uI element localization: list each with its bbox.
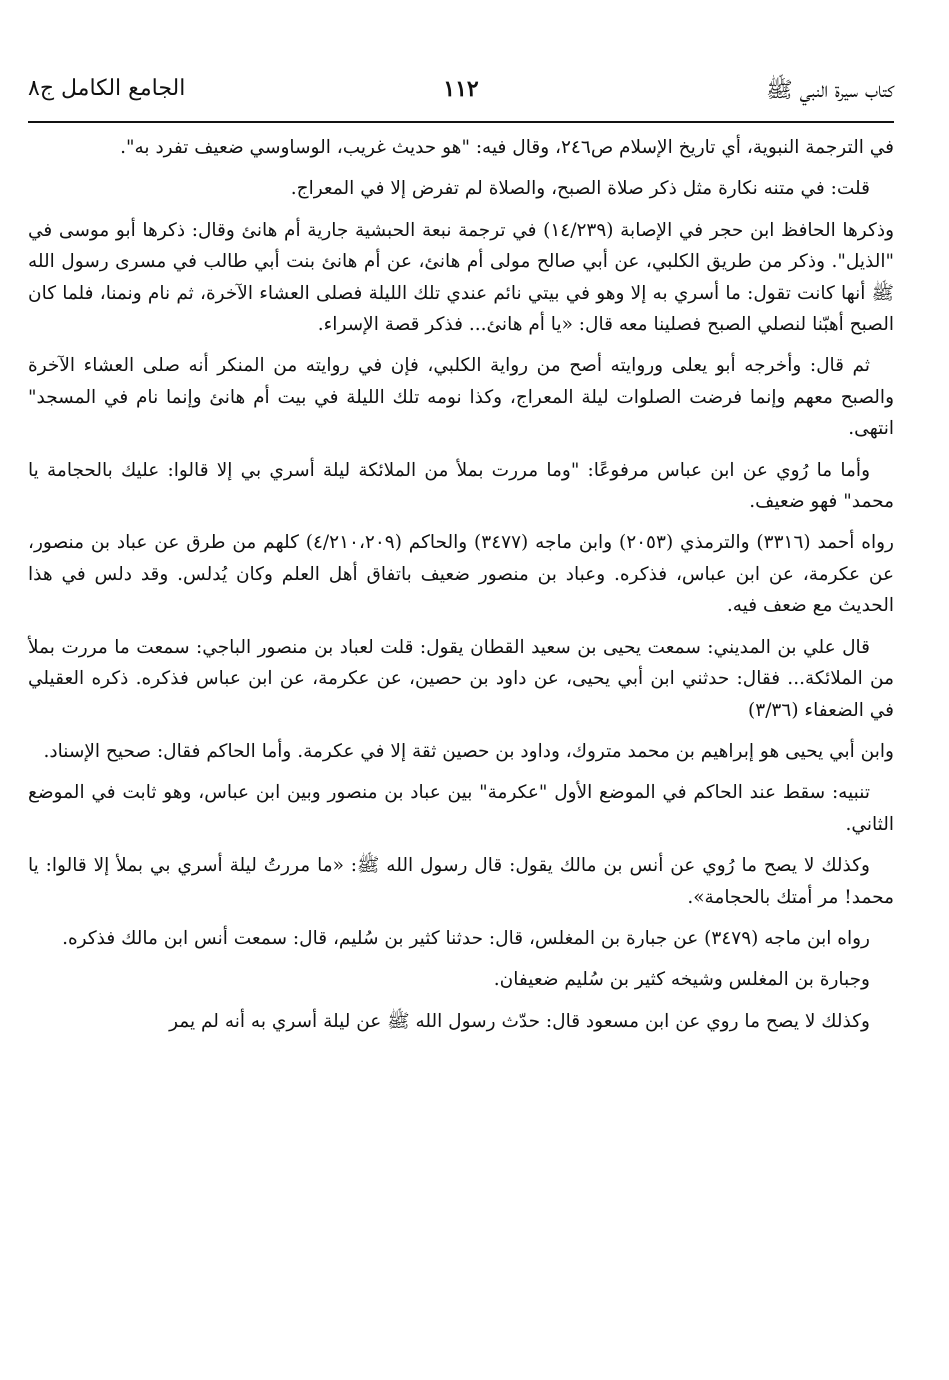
- paragraph: وذكرها الحافظ ابن حجر في الإصابة (١٤/٢٣٩) في ترجمة نبعة الحبشية جارية أم هانئ وقال: ذكرها أبو موسى في "الذيل". وذكر من طريق الكلبي، عن أبي صالح مولى أم هانئ، عن أم هانئ بنت أبي طالب في مسرى رسول الله ﷺ أنها كانت تقول: ما أسري به إلا وهو في بيتي نائم عندي تلك الليلة فصلى العشاء الآخرة، ثم نام ونمنا، فلما كان الصبح أهبّنا لنصلي الصبح فصلينا معه قال: «يا أم هانئ... فذكر قصة الإسراء.: [28, 219, 894, 336]
- page-header: [28, 72, 894, 116]
- paragraph: ثم قال: وأخرجه أبو يعلى وروايته أصح من رواية الكلبي، فإن في روايته من المنكر أنه صلى العشاء الآخرة والصبح معهم وإنما فرضت الصلوات ليلة المعراج، وكذا نومه تلك الليلة في بيت أم هانئ وإنما نام في المسجد" انتهى.: [28, 355, 894, 440]
- volume-label: الجامع الكامل ج٨: [28, 76, 186, 101]
- paragraph: تنبيه: سقط عند الحاكم في الموضع الأول "عكرمة" بين عباد بن منصور وبين ابن عباس، وهو ثابت في الموضع الثاني.: [28, 782, 894, 835]
- page-number: ١١٢: [443, 76, 479, 102]
- paragraph: قال علي بن المديني: سمعت يحيى بن سعيد القطان يقول: قلت لعباد بن منصور الباجي: سمعت ما مررت بملأ من الملائكة... فقال: حدثني ابن أبي يحيى، عن داود بن حصين، عن عكرمة، عن ابن عباس فذكره. ذكره العقيلي في الضعفاء (٣/٣٦): [28, 636, 894, 721]
- book-title: كتاب سيرة النبي ﷺ: [766, 78, 894, 103]
- paragraph: رواه أحمد (٣٣١٦) والترمذي (٢٠٥٣) وابن ماجه (٣٤٧٧) والحاكم (٤/٢١٠،٢٠٩) كلهم من طرق عن عباد بن منصور، عن عكرمة، عن ابن عباس، فذكره. وعباد بن منصور ضعيف باتفاق أهل العلم وكان يُدلس. وقد دلس في هذا الحديث مع ضعف فيه.: [28, 532, 894, 617]
- paragraph: وأما ما رُوي عن ابن عباس مرفوعًا: "وما مررت بملأ من الملائكة ليلة أسري بي إلا قالوا: عليك بالحجامة يا محمد" فهو ضعيف.: [28, 459, 894, 513]
- paragraph: وكذلك لا يصح ما روي عن ابن مسعود قال: حدّث رسول الله ﷺ عن ليلة أسري به أنه لم يمر: [169, 1010, 870, 1032]
- paragraph: رواه ابن ماجه (٣٤٧٩) عن جبارة بن المغلس، قال: حدثنا كثير بن سُليم، قال: سمعت أنس ابن مالك فذكره.: [62, 927, 870, 949]
- paragraph: في الترجمة النبوية، أي تاريخ الإسلام ص٢٤٦، وقال فيه: "هو حديث غريب، الوساوسي ضعيف تفرد به".: [120, 137, 894, 158]
- paragraph: وابن أبي يحيى هو إبراهيم بن محمد متروك، وداود بن حصين ثقة إلا في عكرمة. وأما الحاكم فقال: صحيح الإسناد.: [43, 740, 894, 762]
- paragraph: وكذلك لا يصح ما رُوي عن أنس بن مالك يقول: قال رسول الله ﷺ: «ما مررتُ ليلة أسري بي بملأ إلا قالوا: يا محمد! مر أمتك بالحجامة».: [28, 855, 894, 908]
- paragraph: قلت: في متنه نكارة مثل ذكر صلاة الصبح، والصلاة لم تفرض إلا في المعراج.: [290, 178, 870, 200]
- paragraph: وجبارة بن المغلس وشيخه كثير بن سُليم ضعيفان.: [493, 969, 870, 991]
- page-body: [28, 132, 894, 1047]
- header-rule: [28, 121, 894, 123]
